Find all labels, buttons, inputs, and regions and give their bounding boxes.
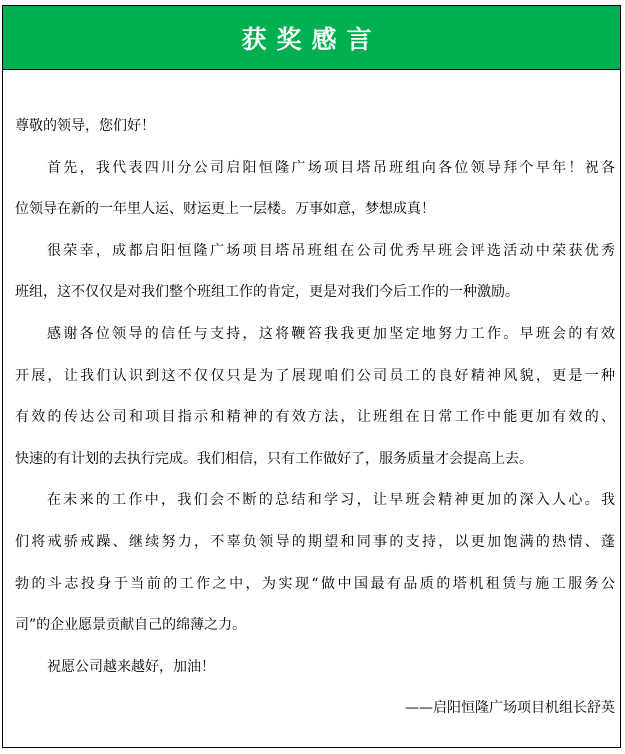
paragraph-line: 位领导在新的一年里人运、财运更上一层楼。万事如意，梦想成真！ — [15, 201, 435, 218]
paragraph-line: 祝愿公司越来越好，加油！ — [47, 658, 215, 675]
document-body — [15, 106, 615, 730]
paragraph-line: 很荣幸，成都启阳恒隆广场项目塔吊班组在公司优秀早班会评选活动中荣获优秀 — [47, 242, 615, 259]
paragraph-line: 感谢各位领导的信任与支持，这将鞭笞我我更加坚定地努力工作。早班会的有效 — [47, 325, 615, 342]
document-frame — [2, 5, 621, 748]
paragraph-line: 班组，这不仅仅是对我们整个班组工作的肯定，更是对我们今后工作的一种激励。 — [15, 284, 519, 301]
paragraph-line: 首先，我代表四川分公司启阳恒隆广场项目塔吊班组向各位领导拜个早年！祝各 — [47, 159, 615, 176]
paragraph-line: 快速的有计划的去执行完成。我们相信，只有工作做好了，服务质量才会提高上去。 — [15, 450, 533, 467]
paragraph-line: 们将戒骄戒躁、继续努力，不辜负领导的期望和同事的支持，以更加饱满的热情、蓬 — [15, 533, 615, 550]
signature: ——启阳恒隆广场项目机组长舒英 — [405, 700, 615, 717]
paragraph-line: 司”的企业愿景贡献自己的绵薄之力。 — [15, 617, 247, 634]
header-banner — [3, 6, 620, 70]
greeting: 尊敬的领导，您们好！ — [15, 118, 155, 134]
paragraph-line: 开展，让我们认识到这不仅仅只是为了展现咱们公司员工的良好精神风貌，更是一种 — [15, 367, 615, 384]
paragraph-line: 有效的传达公司和项目指示和精神的有效方法，让班组在日常工作中能更加有效的、 — [15, 409, 615, 426]
paragraph-line: 在未来的工作中，我们会不断的总结和学习，让早班会精神更加的深入人心。我 — [47, 492, 615, 509]
page-title: 获奖感言 — [241, 24, 382, 54]
paragraph-line: 勃的斗志投身于当前的工作之中，为实现“做中国最有品质的塔机租赁与施工服务公 — [15, 575, 615, 592]
